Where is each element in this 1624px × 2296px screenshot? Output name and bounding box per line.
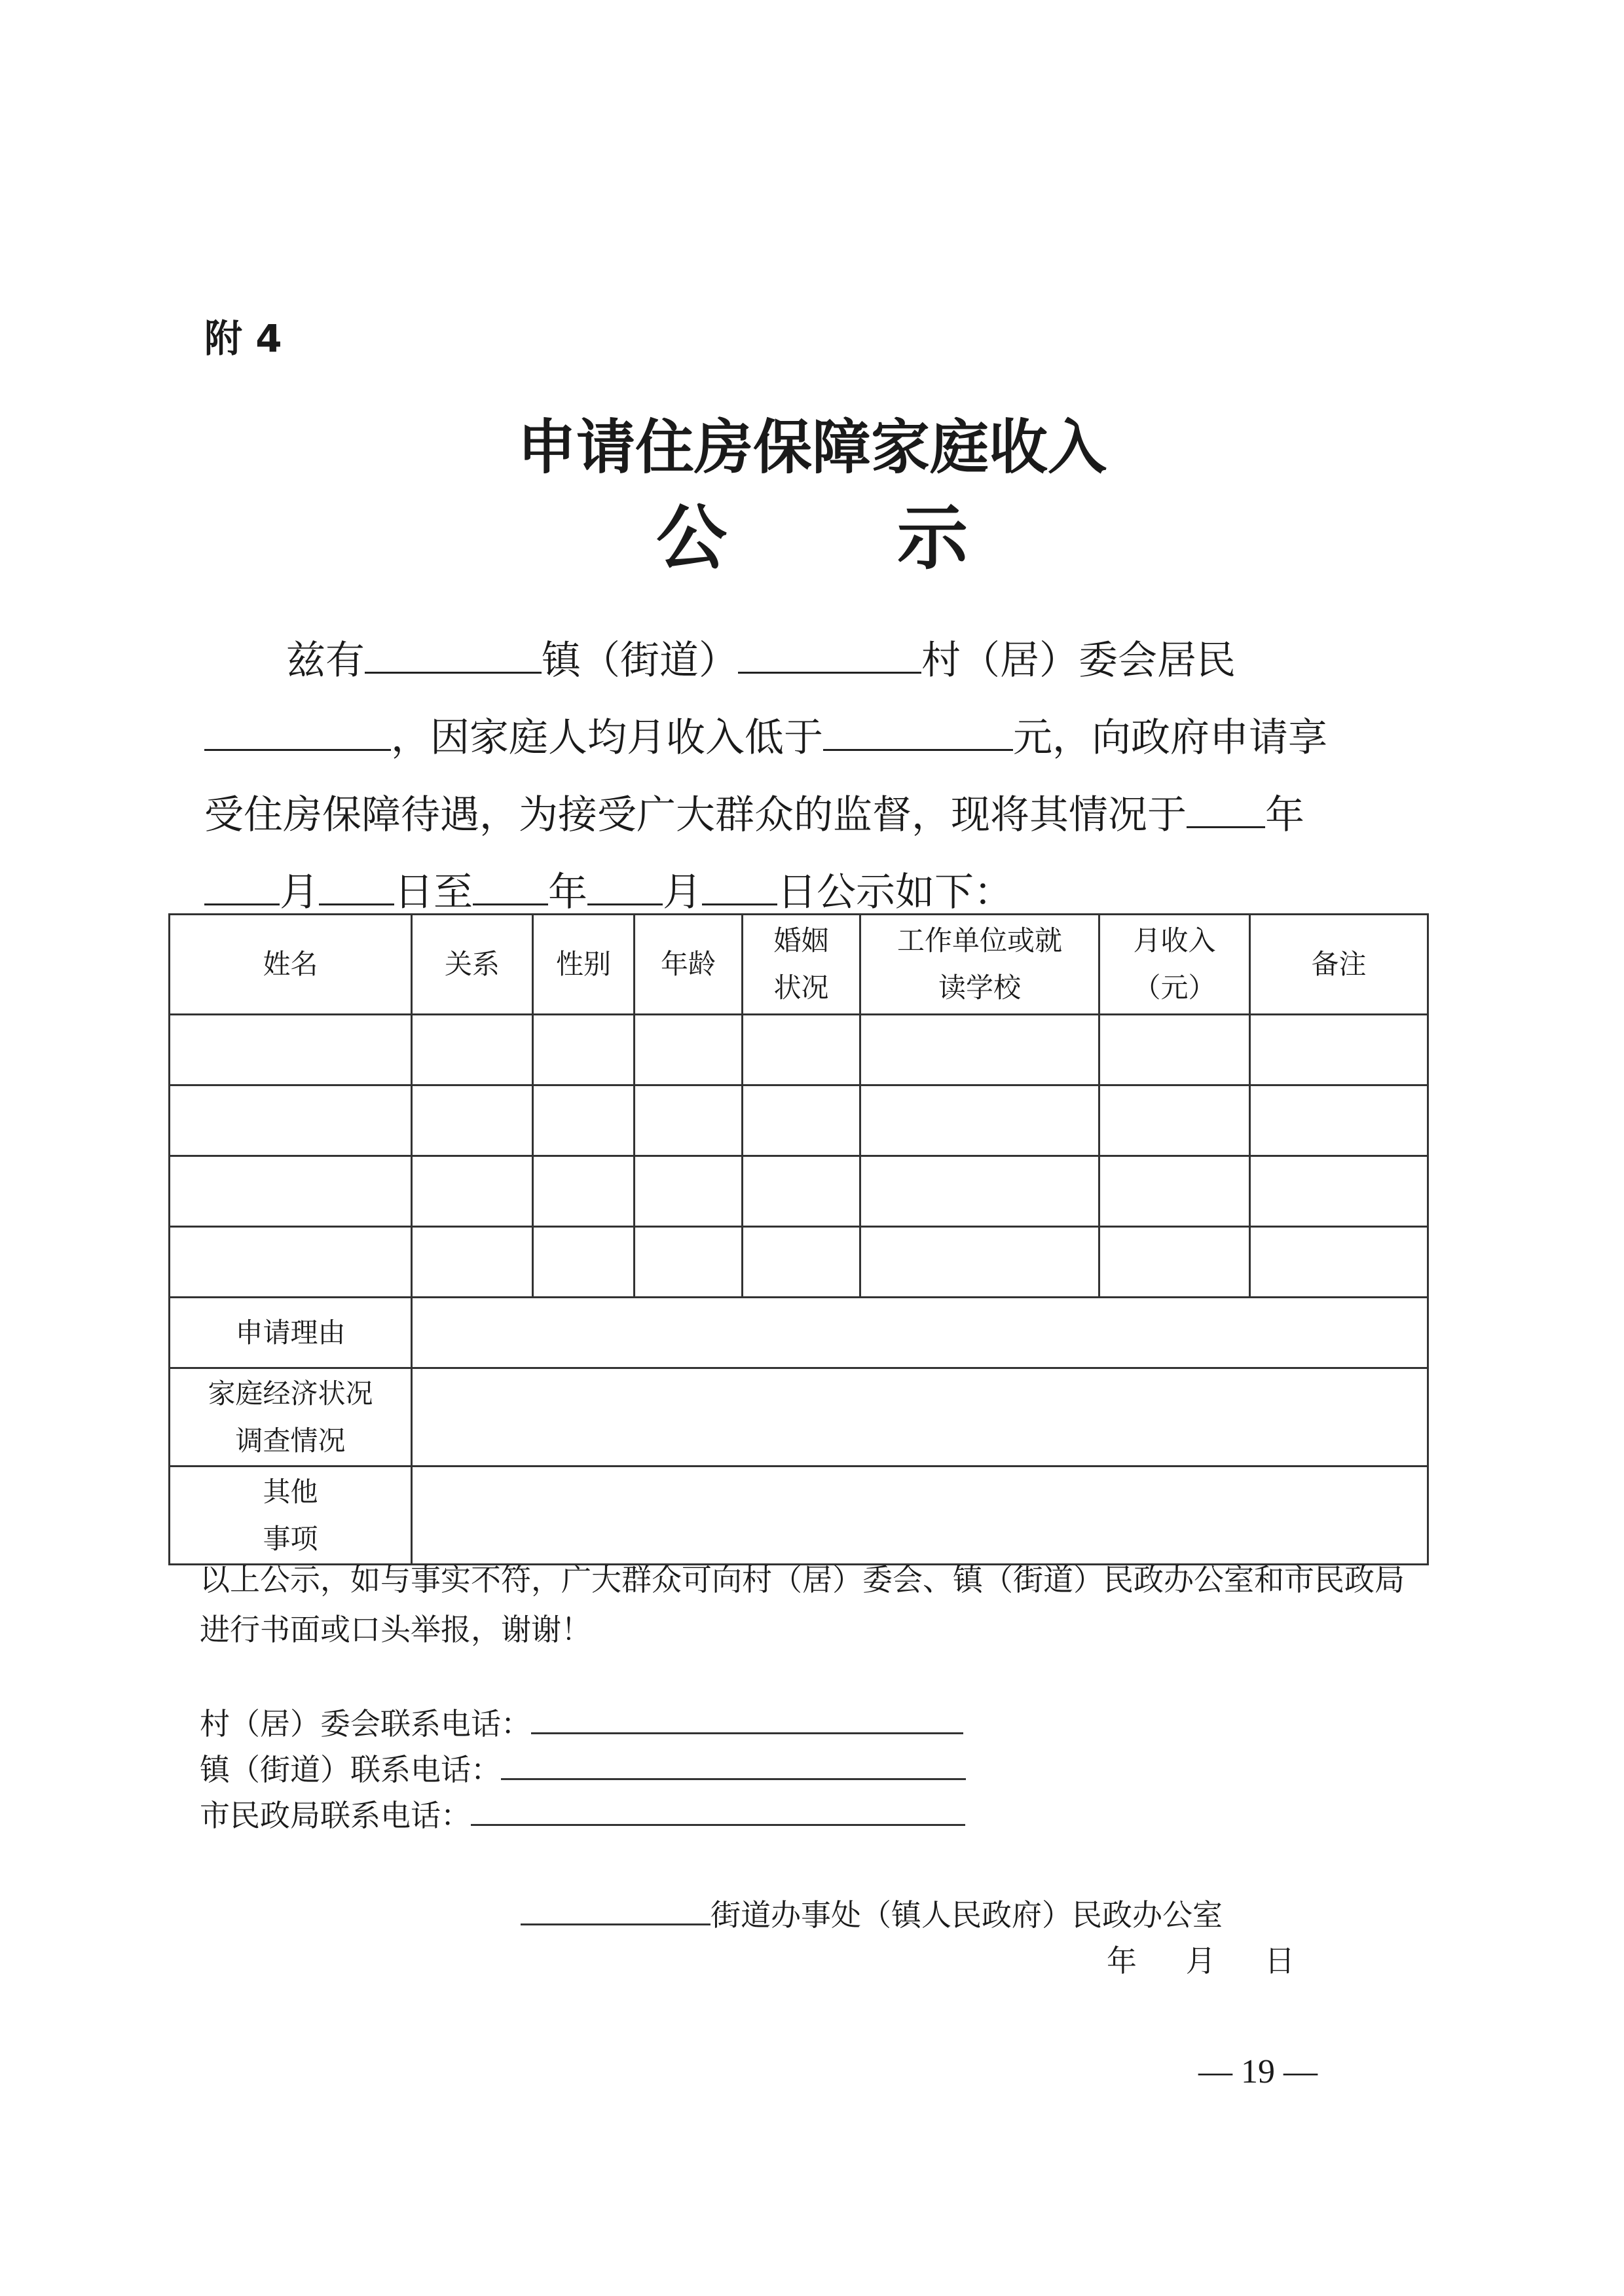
- reason-field[interactable]: [412, 1298, 1428, 1368]
- bureau-phone-field[interactable]: [471, 1795, 965, 1826]
- header-age: 年龄: [635, 915, 743, 1015]
- header-workplace: 工作单位或就 读学校: [860, 915, 1099, 1015]
- annex-label: 附 4: [204, 316, 282, 361]
- town-contact: 镇（街道）联系电话：: [200, 1747, 966, 1793]
- intro-paragraph: 兹有 镇（街道） 村（居）委会居民 ，因家庭人均月收入低于 元，向政府申请享 受住房保障待遇，为接受广大群众的监督，现将其情况于 年 月 日至 年 月 日公示如下：: [204, 622, 1414, 931]
- village-phone-field[interactable]: [531, 1704, 963, 1734]
- page-number: — 19 —: [1198, 2053, 1318, 2090]
- document-subtitle: 公示: [655, 497, 1138, 579]
- office-name-blank[interactable]: [521, 1895, 710, 1925]
- village-contact: 村（居）委会联系电话：: [200, 1701, 963, 1747]
- publicity-table: [168, 913, 1429, 1565]
- table-row: [170, 1015, 1428, 1085]
- table-row: [170, 1227, 1428, 1298]
- start-month-blank[interactable]: [204, 867, 280, 905]
- other-matters-label: 其他 事项: [170, 1467, 412, 1565]
- table-row: [170, 1156, 1428, 1227]
- other-matters-field[interactable]: [412, 1467, 1428, 1565]
- header-monthly-income: 月收入 （元）: [1099, 915, 1250, 1015]
- header-name: 姓名: [170, 915, 412, 1015]
- economic-survey-label: 家庭经济状况 调查情况: [170, 1368, 412, 1467]
- document-title: 申请住房保障家庭收入: [517, 412, 1107, 482]
- resident-name-blank[interactable]: [204, 712, 391, 751]
- end-day-blank[interactable]: [702, 867, 777, 905]
- start-year-blank[interactable]: [1187, 790, 1265, 828]
- table-row: [170, 1085, 1428, 1156]
- end-year-blank[interactable]: [473, 867, 548, 905]
- issue-date: 年 月 日: [1107, 1943, 1295, 1978]
- bureau-contact: 市民政局联系电话：: [200, 1793, 965, 1838]
- economic-survey-field[interactable]: [412, 1368, 1428, 1467]
- end-month-blank[interactable]: [587, 867, 663, 905]
- income-threshold-blank[interactable]: [823, 712, 1013, 751]
- header-remarks: 备注: [1250, 915, 1428, 1015]
- town-blank[interactable]: [365, 635, 542, 674]
- start-day-blank[interactable]: [319, 867, 394, 905]
- header-relation: 关系: [412, 915, 533, 1015]
- header-marital-status: 婚姻 状况: [743, 915, 860, 1015]
- issuing-office: 街道办事处（镇人民政府）民政办公室: [521, 1892, 1223, 1938]
- notice-text: 以上公示，如与事实不符，广大群众可向村（居）委会、镇（街道）民政办公室和市民政局进行书面或口头举报，谢谢！: [200, 1562, 1405, 1647]
- town-phone-field[interactable]: [501, 1749, 966, 1780]
- village-blank[interactable]: [738, 635, 921, 674]
- header-gender: 性别: [533, 915, 635, 1015]
- reason-label: 申请理由: [170, 1298, 412, 1368]
